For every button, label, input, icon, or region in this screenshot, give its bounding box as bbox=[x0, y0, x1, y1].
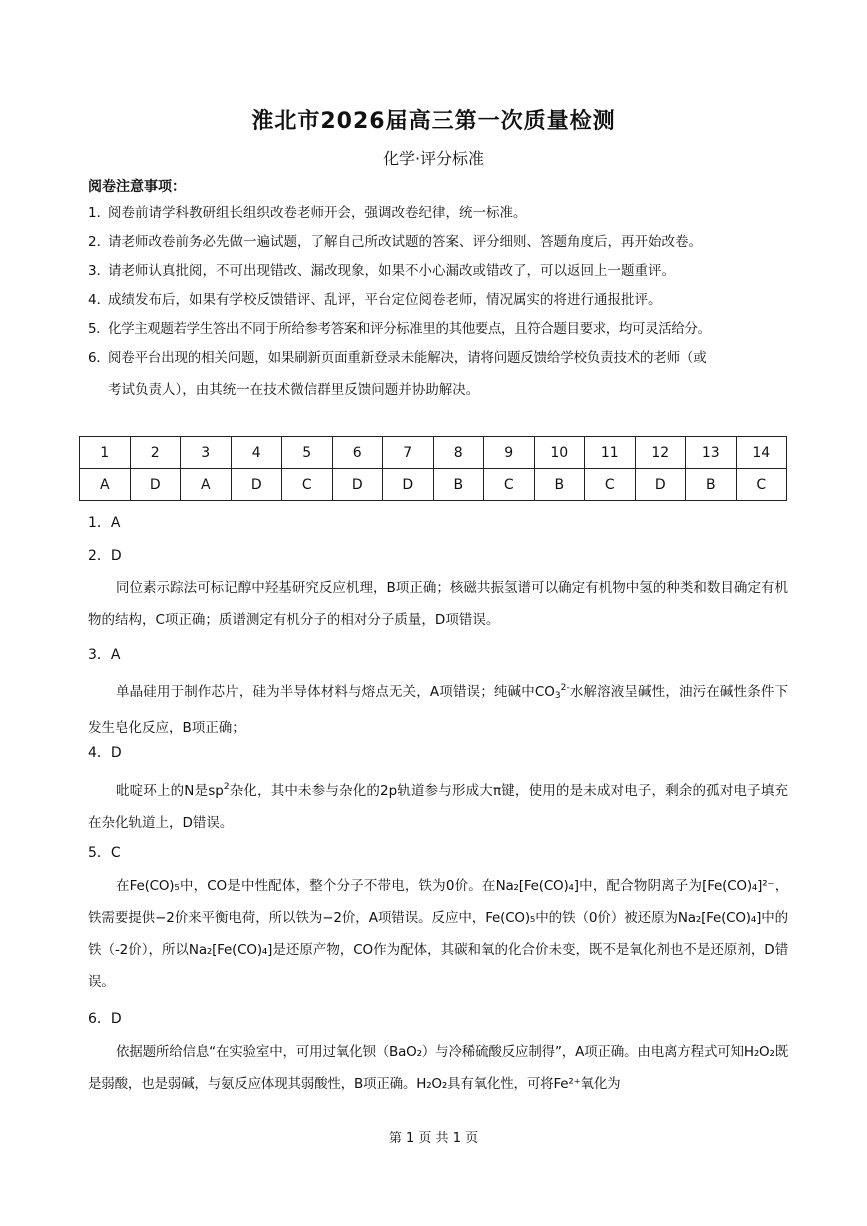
question-number-cell: 14 bbox=[736, 437, 787, 469]
document-subtitle: 化学·评分标准 bbox=[382, 149, 485, 168]
question-3-answer: 3．A bbox=[88, 647, 121, 663]
question-number-cell: 2 bbox=[130, 437, 181, 469]
note-item-5 bbox=[88, 319, 788, 339]
explanation-text: 吡啶环上的N是sp bbox=[116, 783, 224, 799]
note-item-6-continuation: 考试负责人），由其统一在技术微信群里反馈问题并协助解决。 bbox=[108, 382, 480, 398]
note-number: 1． bbox=[88, 205, 111, 221]
question-number-cell: 4 bbox=[231, 437, 282, 469]
note-item-2 bbox=[88, 232, 788, 252]
answer-cell: B bbox=[686, 469, 737, 501]
note-item-1 bbox=[88, 203, 788, 223]
question-number-cell: 9 bbox=[484, 437, 535, 469]
question-5-explanation: 在Fe(CO)₅中，CO是中性配体，整个分子不带电，铁为0价。在Na₂[Fe(CO)₄]中，配合物阴离子为[Fe(CO)₄]²⁻，铁需要提供−2价来平衡电荷，所以铁为−2价，A项错误。反应中，Fe(CO)₅中的铁（0价）被还原为Na₂[Fe(CO)₄]中的铁（-2价），所以Na₂[Fe(CO)₄]是还原产物，CO作为配体，其碳和氧的化合价未变，既不是氧化剂也不是还原剂，D错误。 bbox=[88, 878, 788, 990]
document-title: 淮北市2026届高三第一次质量检测 bbox=[251, 109, 616, 134]
answer-cell: B bbox=[433, 469, 484, 501]
answer-cell: C bbox=[282, 469, 333, 501]
question-2-answer: 2．D bbox=[88, 548, 122, 564]
note-text: 请老师认真批阅，不可出现错改、漏改现象，如果不小心漏改或错改了，可以返回上一题重评。 bbox=[108, 263, 675, 279]
answer-cell: D bbox=[231, 469, 282, 501]
question-number-cell: 7 bbox=[383, 437, 434, 469]
question-5-answer: 5．C bbox=[88, 845, 121, 861]
answer-cell: D bbox=[635, 469, 686, 501]
note-text: 阅卷平台出现的相关问题，如果刷新页面重新登录未能解决，请将问题反馈给学校负责技术的老师（或 bbox=[108, 350, 707, 366]
question-3-explanation bbox=[88, 672, 788, 744]
answer-cell: C bbox=[585, 469, 636, 501]
question-number-cell: 8 bbox=[433, 437, 484, 469]
answer-cell: A bbox=[80, 469, 131, 501]
answer-row bbox=[80, 469, 787, 501]
note-text: 化学主观题若学生答出不同于所给参考答案和评分标准里的其他要点，且符合题目要求，均可灵活给分。 bbox=[108, 321, 711, 337]
note-item-6 bbox=[88, 348, 788, 368]
answer-table bbox=[79, 436, 787, 501]
question-6-explanation: 依据题所给信息“在实验室中，可用过氧化钡（BaO₂）与冷稀硫酸反应制得”，A项正确。由电离方程式可知H₂O₂既是弱酸，也是弱碱，与氨反应体现其弱酸性，B项正确。H₂O₂具有氧化性，可将Fe²⁺氧化为 bbox=[88, 1044, 788, 1092]
note-text: 请老师改卷前务必先做一遍试题，了解自己所改试题的答案、评分细则、答题角度后，再开始改卷。 bbox=[108, 234, 702, 250]
explanation-text: 水解溶液呈碱性，油污在碱性条件下发生皂化反应，B项正确； bbox=[88, 684, 789, 736]
answer-cell: C bbox=[736, 469, 787, 501]
question-number-cell: 3 bbox=[181, 437, 232, 469]
note-number: 2． bbox=[88, 234, 111, 250]
note-number: 6． bbox=[88, 350, 110, 366]
question-number-cell: 1 bbox=[80, 437, 131, 469]
note-text: 阅卷前请学科教研组长组织改卷老师开会，强调改卷纪律，统一标准。 bbox=[108, 205, 527, 221]
answer-cell: D bbox=[130, 469, 181, 501]
answer-cell: B bbox=[534, 469, 585, 501]
answer-cell: A bbox=[181, 469, 232, 501]
question-number-row bbox=[80, 437, 787, 469]
note-text: 成绩发布后，如果有学校反馈错评、乱评，平台定位阅卷老师，情况属实的将进行通报批评。 bbox=[108, 292, 662, 308]
note-number: 5． bbox=[88, 321, 110, 337]
answer-cell: D bbox=[383, 469, 434, 501]
question-number-cell: 5 bbox=[282, 437, 333, 469]
question-2-explanation: 同位素示踪法可标记醇中羟基研究反应机理，B项正确；核磁共振氢谱可以确定有机物中氢的种类和数目确定有机物的结构，C项正确；质谱测定有机分子的相对分子质量，D项错误。 bbox=[88, 580, 788, 628]
question-1-answer: 1．A bbox=[88, 515, 121, 531]
answer-cell: D bbox=[332, 469, 383, 501]
question-6-answer: 6．D bbox=[88, 1011, 122, 1027]
explanation-text: 单晶硅用于制作芯片，硅为半导体材料与熔点无关，A项错误；纯碱中CO bbox=[116, 684, 555, 700]
note-number: 3． bbox=[88, 263, 111, 279]
superscript: 2 bbox=[223, 782, 230, 792]
answer-cell: C bbox=[484, 469, 535, 501]
explanation-text: 杂化，其中未参与杂化的2p轨道参与形成大π键，使用的是未成对电子，剩余的孤对电子填充在杂化轨道上，D错误。 bbox=[88, 783, 788, 831]
page-footer: 第 1 页 共 1 页 bbox=[388, 1131, 479, 1146]
note-number: 4． bbox=[88, 292, 111, 308]
note-item-4 bbox=[88, 290, 788, 310]
subscript: 3 bbox=[554, 691, 561, 701]
note-item-3 bbox=[88, 261, 788, 281]
question-4-explanation bbox=[88, 771, 788, 839]
notes-heading: 阅卷注意事项： bbox=[88, 179, 186, 195]
question-number-cell: 10 bbox=[534, 437, 585, 469]
question-number-cell: 11 bbox=[585, 437, 636, 469]
superscript: 2- bbox=[560, 683, 570, 693]
question-number-cell: 6 bbox=[332, 437, 383, 469]
question-number-cell: 13 bbox=[686, 437, 737, 469]
question-4-answer: 4．D bbox=[88, 745, 122, 761]
question-number-cell: 12 bbox=[635, 437, 686, 469]
